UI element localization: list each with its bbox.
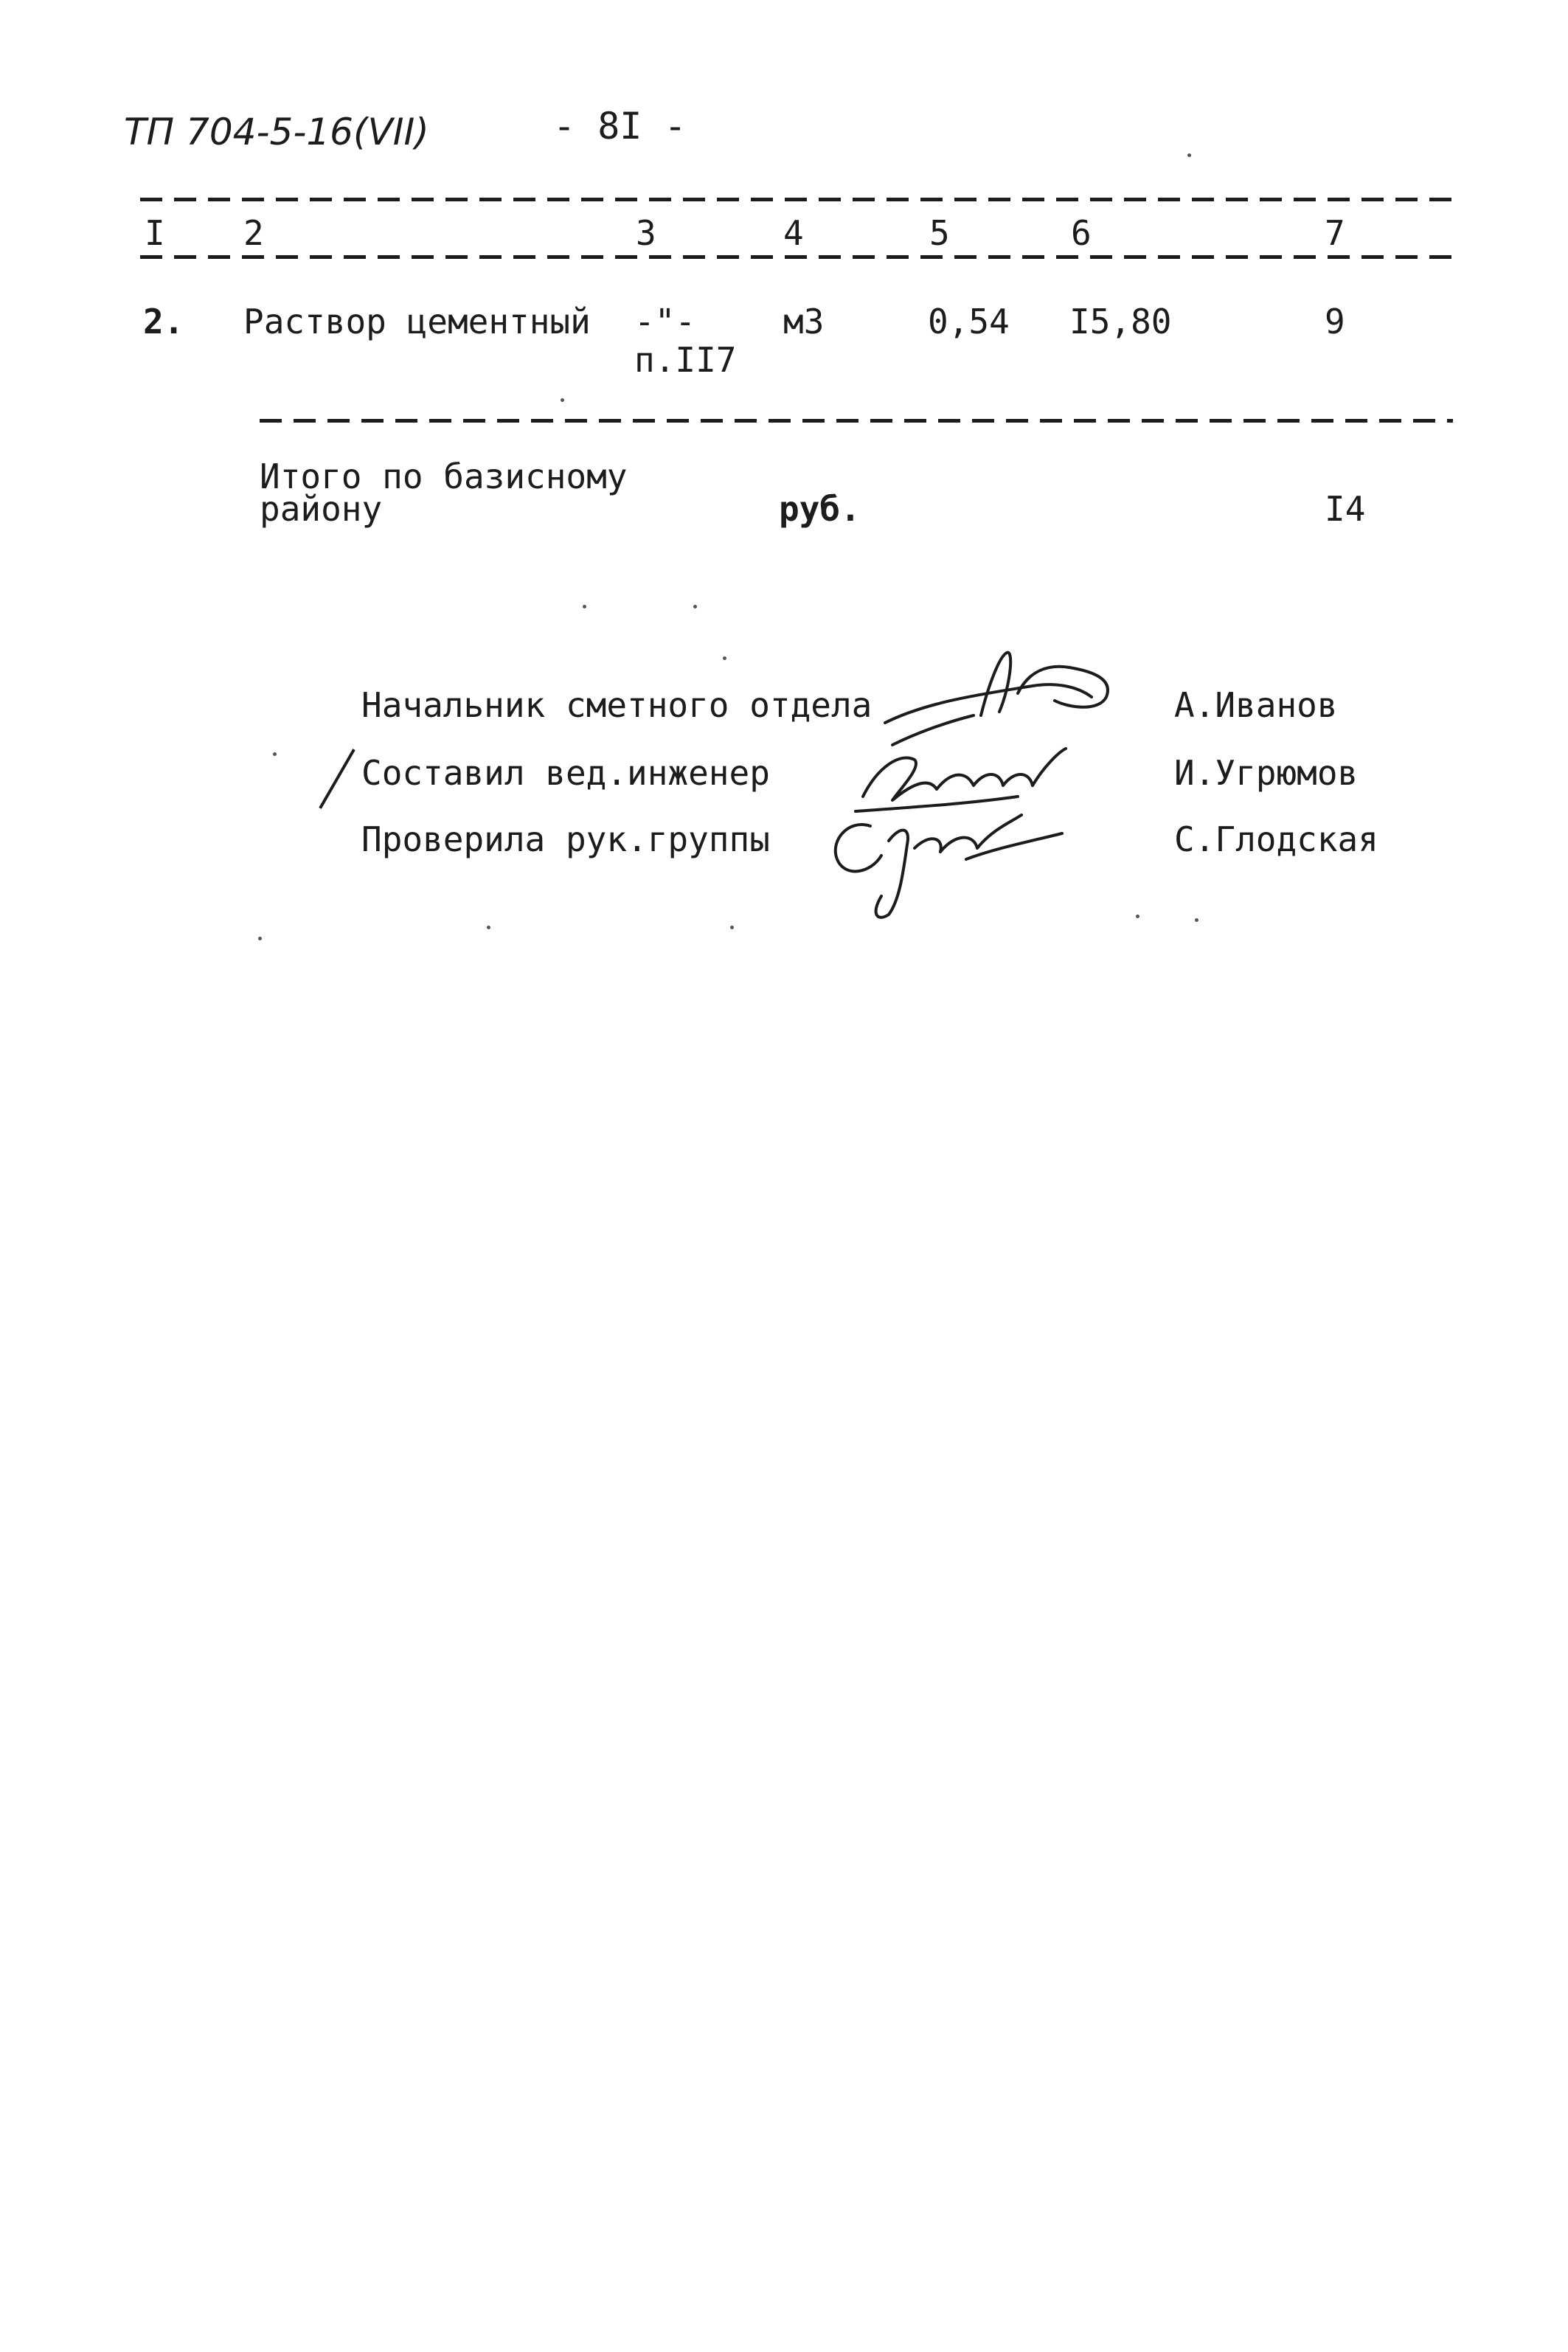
summary-unit: руб.	[779, 489, 861, 529]
page-number: - 8I -	[553, 105, 687, 148]
signature-role-3: Проверила рук.группы	[361, 819, 770, 859]
column-number-4: 4	[783, 213, 804, 253]
table-header-bottom-rule	[140, 255, 1453, 259]
table-top-rule	[140, 198, 1453, 201]
scan-speck	[487, 926, 490, 929]
row-quantity: 0,54	[928, 302, 1010, 341]
summary-label-line1: Итого по базисному	[260, 457, 628, 496]
row-number: 2.	[143, 302, 184, 341]
column-number-6: 6	[1071, 213, 1092, 253]
scan-speck	[1195, 918, 1198, 922]
signature-role-2: Составил вед.инженер	[361, 753, 770, 793]
scan-speck	[730, 926, 734, 929]
column-number-3: 3	[636, 213, 656, 253]
summary-label-line2: району	[260, 489, 383, 529]
scan-speck	[258, 937, 262, 940]
column-number-1: I	[145, 213, 165, 253]
row-item-name: Раствор цементный	[243, 302, 591, 341]
scan-speck	[1136, 915, 1139, 918]
scan-speck	[273, 752, 277, 756]
row-unit: м3	[783, 302, 825, 341]
scan-speck	[693, 605, 697, 608]
scan-speck	[723, 656, 726, 660]
column-number-7: 7	[1325, 213, 1345, 253]
row-reference-ditto: -"-	[634, 302, 696, 341]
signature-name-2: И.Угрюмов	[1174, 753, 1359, 793]
column-number-2: 2	[243, 213, 264, 253]
scan-speck	[1187, 153, 1191, 157]
signature-role-1: Начальник сметного отдела	[361, 685, 873, 725]
row-total: 9	[1325, 302, 1345, 341]
signature-scribble-3	[819, 804, 1069, 929]
signature-name-3: С.Глодская	[1174, 819, 1378, 859]
signature-scribble-1	[870, 642, 1136, 752]
scan-speck	[561, 398, 564, 402]
summary-rule	[260, 419, 1453, 423]
signature-name-1: А.Иванов	[1174, 685, 1338, 725]
row-unit-price: I5,80	[1069, 302, 1172, 341]
margin-slash-mark	[319, 749, 355, 809]
scan-speck	[583, 605, 586, 608]
row-reference-clause: п.II7	[634, 340, 737, 380]
summary-total: I4	[1325, 489, 1366, 529]
column-number-5: 5	[929, 213, 950, 253]
document-code: ТП 704-5-16(VII)	[124, 111, 429, 153]
